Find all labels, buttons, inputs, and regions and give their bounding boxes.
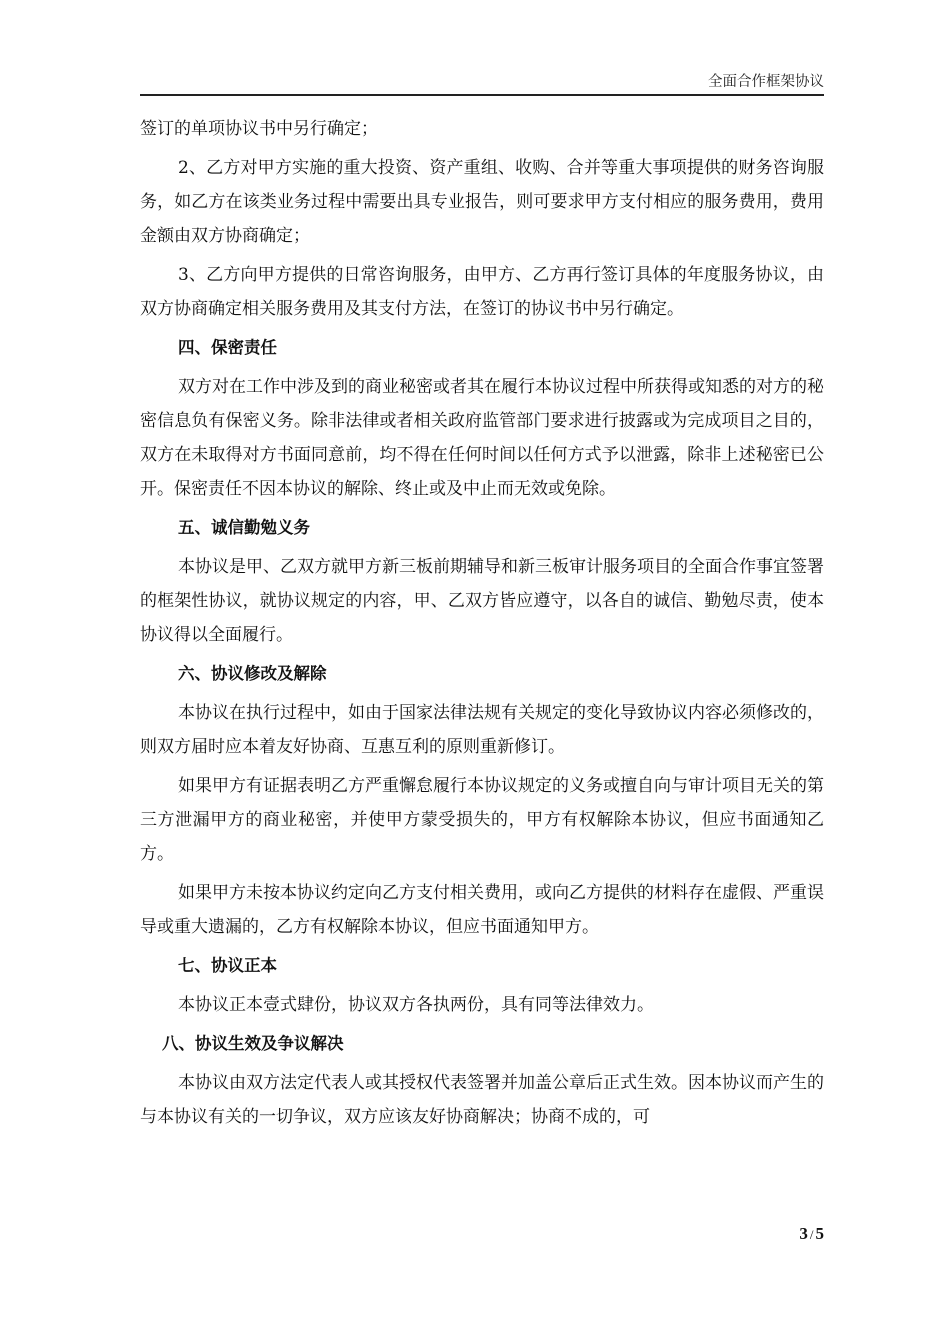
paragraph-amendment-2: 如果甲方有证据表明乙方严重懈怠履行本协议规定的义务或擅自向与审计项目无关的第三方泄漏甲方的商业秘密，并使甲方蒙受损失的，甲方有权解除本协议，但应书面通知乙方。 [140,776,824,864]
document-header-title: 全面合作框架协议 [708,74,824,90]
section-heading-confidentiality: 四、保密责任 [178,338,277,357]
paragraph-originals: 本协议正本壹式肆份，协议双方各执两份，具有同等法律效力。 [178,995,654,1015]
section-heading-good-faith: 五、诚信勤勉义务 [178,518,310,537]
paragraph-continued: 签订的单项协议书中另行确定； [140,119,378,139]
paragraph-amendment-3: 如果甲方未按本协议约定向乙方支付相关费用，或向乙方提供的材料存在虚假、严重误导或重大遗漏的，乙方有权解除本协议，但应书面通知甲方。 [140,883,824,937]
document-body [140,112,824,1139]
page-number [799,1224,824,1244]
paragraph-item-3: 3、乙方向甲方提供的日常咨询服务，由甲方、乙方再行签订具体的年度服务协议，由双方协商确定相关服务费用及其支付方法，在签订的协议书中另行确定。 [140,265,824,319]
section-heading-amendment: 六、协议修改及解除 [178,664,327,683]
section-heading-effectiveness: 八、协议生效及争议解决 [162,1034,344,1053]
paragraph-amendment-1: 本协议在执行过程中，如由于国家法律法规有关规定的变化导致协议内容必须修改的，则双方届时应本着友好协商、互惠互利的原则重新修订。 [140,703,824,757]
page-number-total: 5 [815,1224,824,1243]
header-divider [140,94,824,96]
page-number-current: 3 [799,1224,808,1243]
paragraph-item-2: 2、乙方对甲方实施的重大投资、资产重组、收购、合并等重大事项提供的财务咨询服务，如乙方在该类业务过程中需要出具专业报告，则可要求甲方支付相应的服务费用，费用金额由双方协商确定； [140,158,824,246]
paragraph-good-faith: 本协议是甲、乙双方就甲方新三板前期辅导和新三板审计服务项目的全面合作事宜签署的框架性协议，就协议规定的内容，甲、乙双方皆应遵守，以各自的诚信、勤勉尽责，使本协议得以全面履行。 [140,557,824,645]
paragraph-effectiveness: 本协议由双方法定代表人或其授权代表签署并加盖公章后正式生效。因本协议而产生的与本协议有关的一切争议，双方应该友好协商解决；协商不成的，可 [140,1073,824,1127]
page-number-separator: / [809,1227,814,1242]
section-heading-originals: 七、协议正本 [178,956,277,975]
paragraph-confidentiality: 双方对在工作中涉及到的商业秘密或者其在履行本协议过程中所获得或知悉的对方的秘密信息负有保密义务。除非法律或者相关政府监管部门要求进行披露或为完成项目之目的，双方在未取得对方书面同意前，均不得在任何时间以任何方式予以泄露，除非上述秘密已公开。保密责任不因本协议的解除、终止或及中止而无效或免除。 [140,377,824,499]
